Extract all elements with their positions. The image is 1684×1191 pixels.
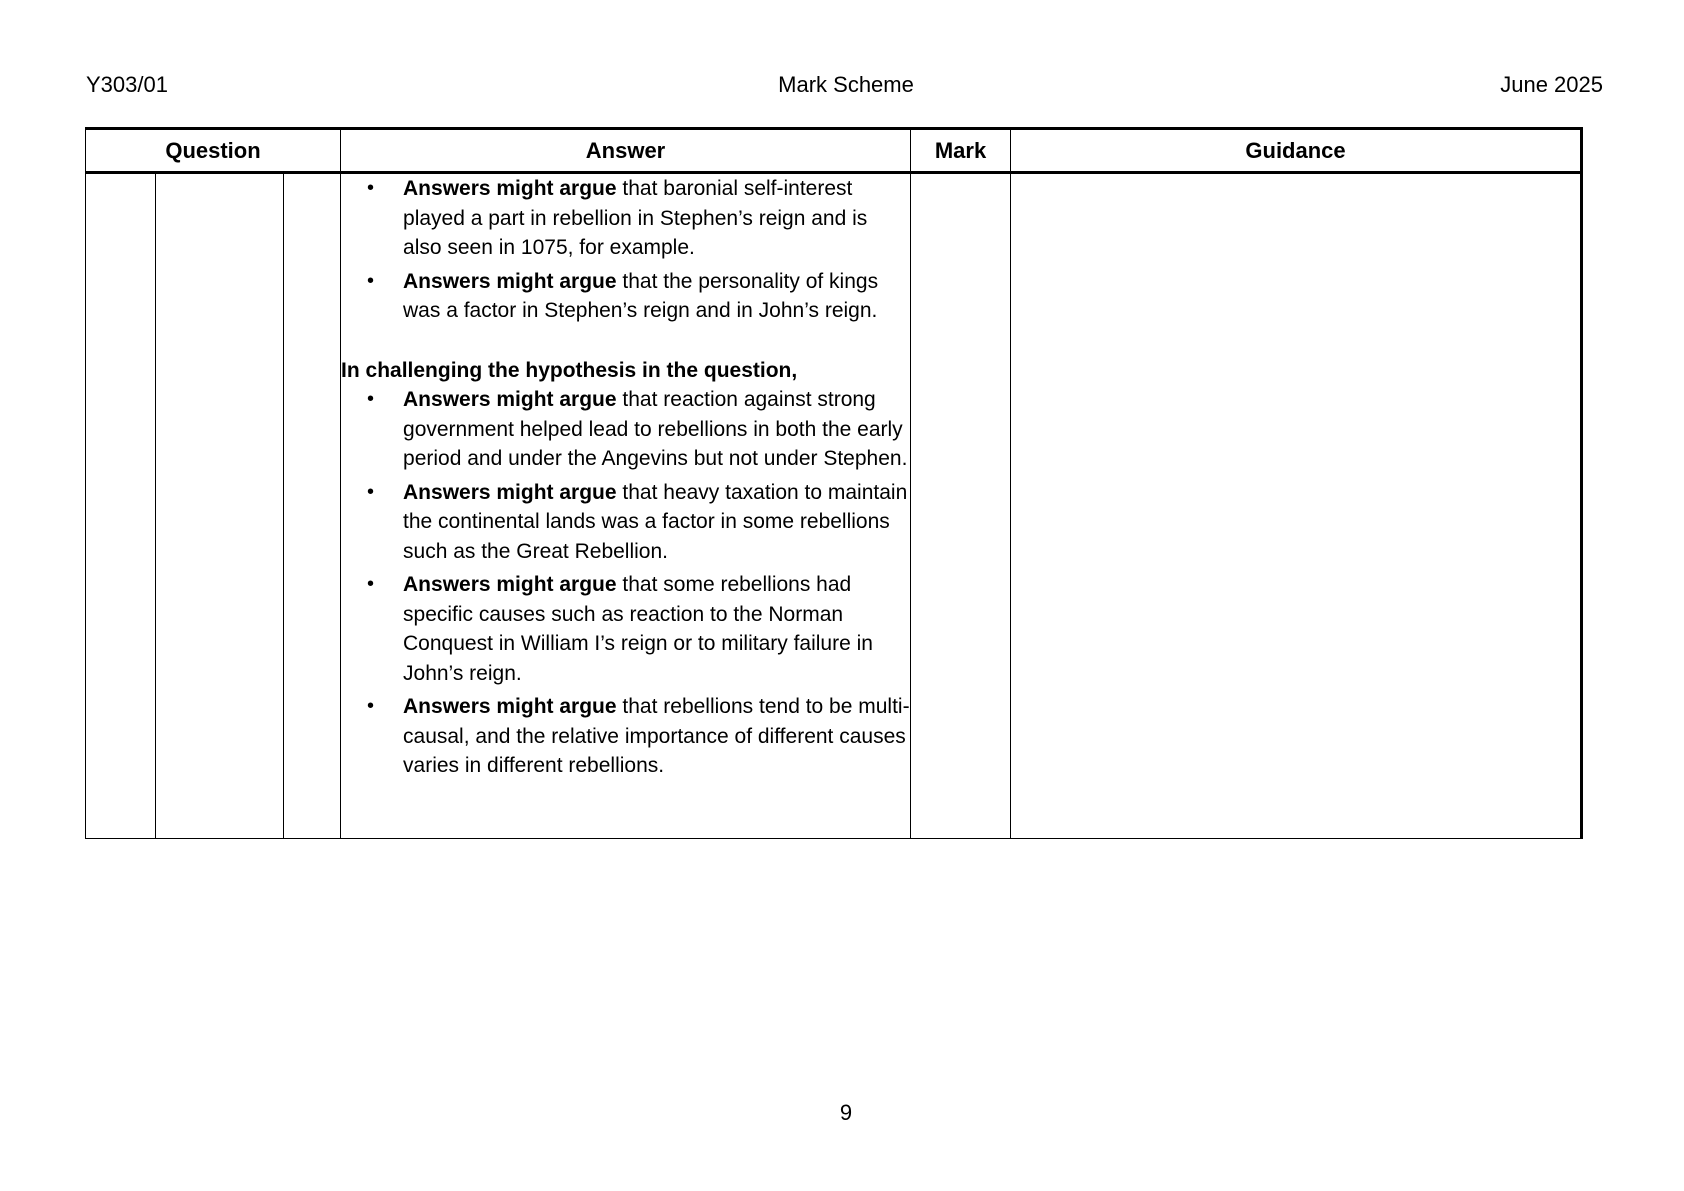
answer-point-lead: Answers might argue: [403, 573, 617, 596]
bullet-icon: •: [367, 177, 375, 199]
supporting-points-list: [341, 174, 910, 326]
bullet-icon: •: [367, 388, 375, 410]
answer-point-lead: Answers might argue: [403, 269, 617, 293]
answer-point-text: that baronial self-interest played a part in rebellion in Stephen’s reign and is also seen in 1075, for example.: [403, 177, 868, 259]
answer-point: [367, 174, 910, 263]
table-header-row: [86, 129, 1582, 173]
bullet-icon: •: [367, 695, 375, 717]
page-number: 9: [839, 1100, 853, 1125]
answer-point-text: that heavy taxation to maintain the continental lands was a factor in some rebellions such as the Great Rebellion.: [403, 480, 908, 563]
answer-point-text: that some rebellions had specific causes such as reaction to the Norman Conquest in William I’s reign or to military failure in John’s reign.: [403, 573, 873, 685]
answer-point: [367, 267, 910, 326]
exam-date: June 2025: [1500, 72, 1603, 97]
answer-point: [367, 385, 910, 474]
answer-point-lead: Answers might argue: [403, 480, 617, 504]
mark-cell: [911, 173, 1011, 839]
answer-point-text: that rebellions tend to be multi-causal, and the relative importance of different causes varies in different rebellions.: [403, 695, 910, 777]
question-subpart-cell: [284, 173, 341, 839]
answer-point-text: that reaction against strong government helped lead to rebellions in both the early period and under the Angevins but not under Stephen.: [403, 388, 908, 470]
answer-point-lead: Answers might argue: [403, 388, 617, 411]
answer-cell: [341, 173, 911, 839]
challenge-intro: In challenging the hypothesis in the question,: [341, 358, 798, 382]
exam-code: Y303/01: [86, 72, 168, 97]
header-question: Question: [86, 129, 341, 173]
header-answer: Answer: [341, 129, 911, 173]
table-row: [86, 173, 1582, 839]
answer-point: [367, 692, 910, 781]
bullet-icon: •: [367, 573, 375, 595]
answer-point: [367, 478, 910, 567]
mark-scheme-table: [85, 127, 1583, 839]
question-part-cell: [156, 173, 284, 839]
header-guidance: Guidance: [1011, 129, 1582, 173]
bullet-icon: •: [367, 480, 375, 503]
question-number-cell: [86, 173, 156, 839]
challenging-points-list: [341, 385, 910, 781]
bullet-icon: •: [367, 269, 375, 292]
answer-point-text: that the personality of kings was a factor in Stephen’s reign and in John’s reign.: [403, 269, 879, 322]
document-title: Mark Scheme: [778, 72, 914, 97]
header-mark: Mark: [911, 129, 1011, 173]
answer-point: [367, 570, 910, 688]
answer-point-lead: Answers might argue: [403, 177, 617, 200]
answer-point-lead: Answers might argue: [403, 695, 617, 718]
guidance-cell: [1011, 173, 1582, 839]
